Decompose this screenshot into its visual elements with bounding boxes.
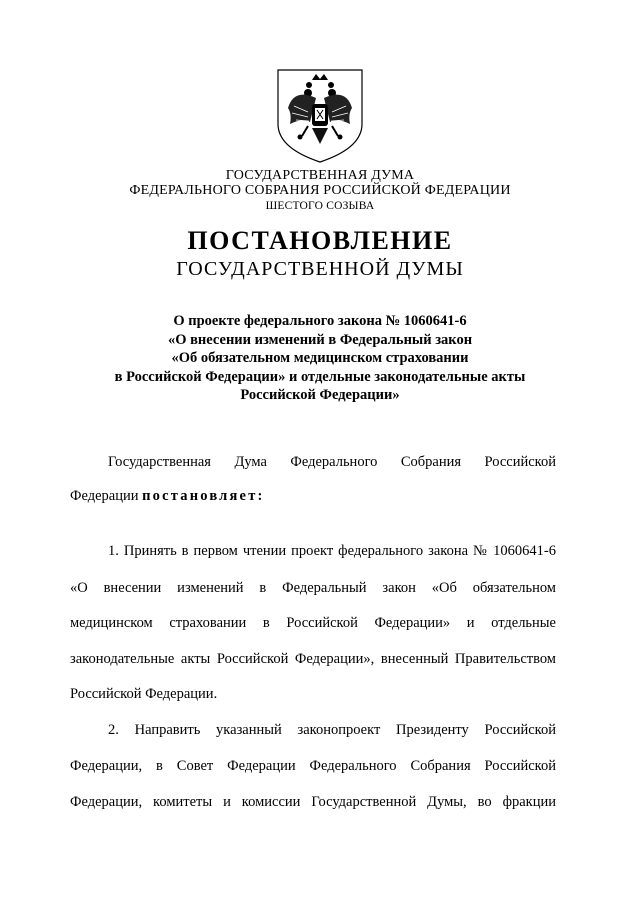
header-line-1: ГОСУДАРСТВЕННАЯ ДУМА xyxy=(225,168,415,183)
para1-line: законодательные акты Российской Федерации», внесенный Правительством xyxy=(70,651,556,667)
para2-line: 2. Направить указанный законопроект Президенту Российской xyxy=(108,722,556,738)
subject-line: «Об обязательном медицинском страховании xyxy=(171,350,469,367)
document-subject xyxy=(0,312,640,405)
coat-of-arms-emblem xyxy=(272,66,368,166)
para2-line: Федерации, в Совет Федерации Федерального Собрания Российской xyxy=(70,758,556,774)
preamble-keyword: постановляет: xyxy=(142,488,265,504)
para1-line: медицинском страховании в Российской Федерации» и отдельные xyxy=(70,615,556,631)
document-subtitle: ГОСУДАРСТВЕННОЙ ДУМЫ xyxy=(176,258,464,280)
header-line-2: ФЕДЕРАЛЬНОГО СОБРАНИЯ РОССИЙСКОЙ ФЕДЕРАЦИИ xyxy=(129,183,511,198)
subject-line: в Российской Федерации» и отдельные законодательные акты xyxy=(114,368,526,385)
para1-line: «О внесении изменений в Федеральный закон «Об обязательном xyxy=(70,580,556,596)
subject-line: О проекте федерального закона № 1060641-6 xyxy=(173,313,467,329)
para1-line: 1. Принять в первом чтении проект федерального закона № 1060641-6 xyxy=(108,543,556,559)
subject-line: «О внесении изменений в Федеральный закон xyxy=(167,331,473,348)
coat-of-arms-icon xyxy=(272,66,368,166)
para1-line: Российской Федерации. xyxy=(70,686,218,702)
preamble-prefix: Федерации xyxy=(70,488,143,504)
document-title: ПОСТАНОВЛЕНИЕ xyxy=(187,226,453,255)
subject-line: Российской Федерации» xyxy=(240,387,400,404)
preamble-line-1: Государственная Дума Федерального Собрания Российской xyxy=(108,454,556,470)
para2-line: Федерации, комитеты и комиссии Государственной Думы, во фракции xyxy=(70,794,556,810)
header-line-3: ШЕСТОГО СОЗЫВА xyxy=(265,200,375,212)
preamble-line-2 xyxy=(70,486,556,506)
